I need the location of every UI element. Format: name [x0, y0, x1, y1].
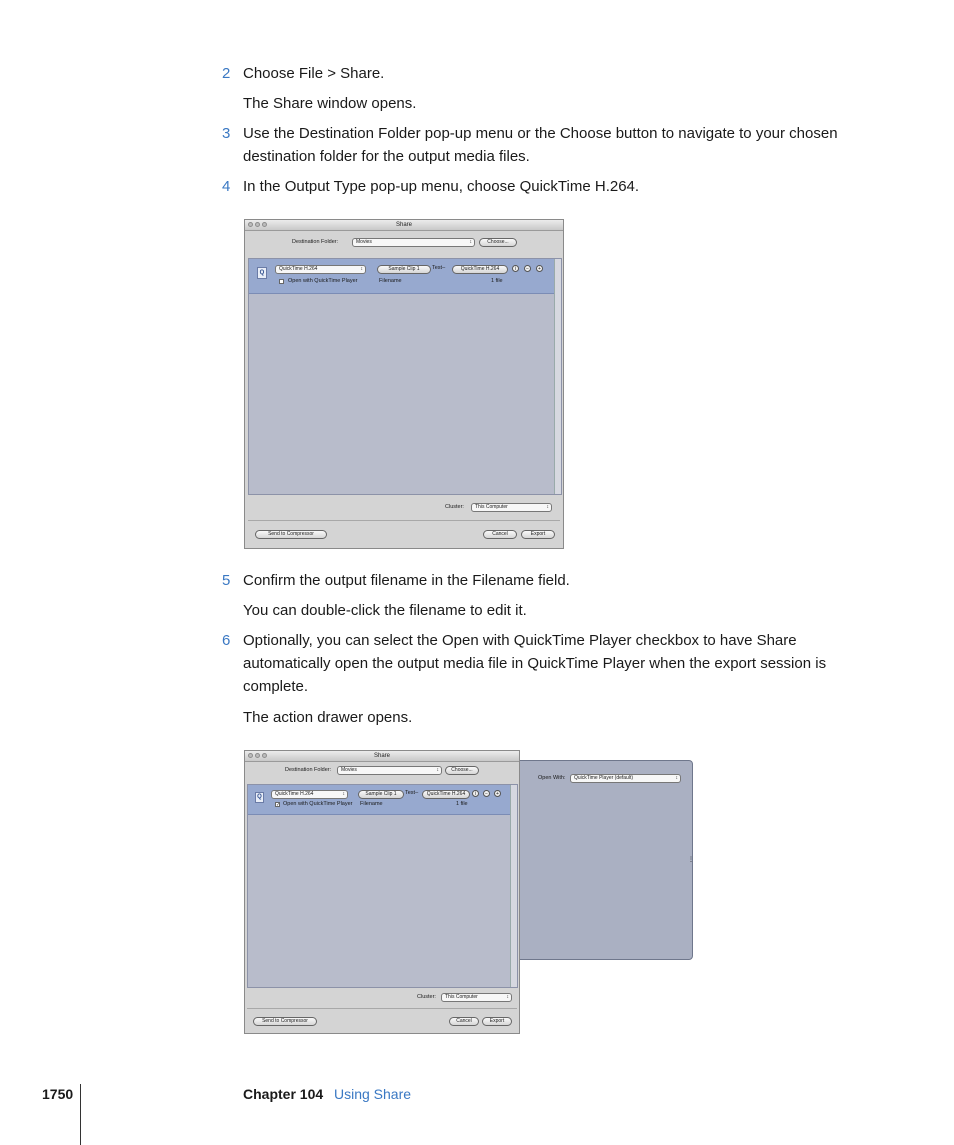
add-button-icon[interactable]: +	[494, 790, 501, 797]
info-button-icon[interactable]: i	[512, 265, 519, 272]
info-button-icon[interactable]: i	[472, 790, 479, 797]
cancel-button[interactable]: Cancel	[449, 1017, 479, 1026]
popup-arrows-icon: ↕	[546, 504, 549, 510]
suffix-token[interactable]: QuickTime H.264	[422, 790, 470, 799]
open-with-value: QuickTime Player (default)	[574, 775, 633, 781]
cancel-button[interactable]: Cancel	[483, 530, 517, 539]
suffix-token[interactable]: QuickTime H.264	[452, 265, 508, 274]
popup-arrows-icon: ↕	[436, 767, 439, 773]
filename-separator: Test–	[432, 265, 446, 271]
file-count: 1 file	[491, 278, 503, 284]
chapter-label: Chapter 104	[243, 1086, 324, 1102]
output-type-popup[interactable]	[271, 790, 348, 799]
page-number: 1750	[42, 1086, 74, 1102]
open-with-quicktime-checkbox[interactable]: ✓	[276, 802, 281, 808]
output-type-popup[interactable]	[275, 265, 366, 274]
add-button-icon[interactable]: +	[536, 265, 543, 272]
window-title: Share	[373, 753, 390, 759]
popup-arrows-icon: ↕	[342, 791, 345, 797]
share-window-screenshot-2	[244, 750, 520, 1034]
destination-folder-value: Movies	[356, 239, 372, 245]
open-with-popup[interactable]	[570, 774, 681, 783]
destination-folder-label: Destination Folder:	[292, 239, 339, 245]
destination-folder-label: Destination Folder:	[285, 767, 332, 773]
choose-button[interactable]: Choose...	[479, 238, 517, 247]
cluster-label: Cluster:	[445, 504, 464, 510]
divider	[247, 1008, 517, 1009]
filename-field[interactable]: Filename	[379, 278, 402, 284]
quicktime-icon: Q	[257, 267, 267, 279]
cluster-popup[interactable]	[471, 503, 552, 512]
step-text: Optionally, you can select the Open with QuickTime Player checkbox to have Share automatically open the output media file in QuickTime Player when the export session is complete.	[243, 632, 827, 695]
clip-name-token[interactable]: Sample Clip 1	[358, 790, 404, 799]
clip-name-token[interactable]: Sample Clip 1	[377, 265, 431, 274]
destination-folder-value: Movies	[341, 767, 357, 773]
batch-list	[247, 784, 518, 988]
send-to-compressor-button[interactable]: Send to Compressor	[255, 530, 327, 539]
destination-folder-popup[interactable]	[337, 766, 442, 775]
step-number: 5	[222, 572, 231, 589]
scrollbar[interactable]	[554, 259, 561, 494]
step-number: 2	[222, 65, 231, 82]
section-link[interactable]: Using Share	[334, 1086, 412, 1102]
send-to-compressor-button[interactable]: Send to Compressor	[253, 1017, 317, 1026]
step-text: Confirm the output filename in the Filename field.	[243, 572, 570, 589]
choose-button[interactable]: Choose...	[445, 766, 479, 775]
step-text: Use the Destination Folder pop-up menu or the Choose button to navigate to your chosen destination folder for the output media files.	[243, 125, 838, 165]
window-title: Share	[395, 222, 412, 228]
title-bar	[245, 220, 563, 231]
popup-arrows-icon: ↕	[675, 775, 678, 781]
popup-arrows-icon: ↕	[360, 266, 363, 272]
share-opens-note: The Share window opens.	[243, 95, 417, 112]
drawer-resize-handle[interactable]: ⋮	[688, 857, 694, 863]
destination-folder-popup[interactable]	[352, 238, 475, 247]
filename-separator: Test–	[405, 790, 419, 796]
output-type-value: QuickTime H.264	[275, 791, 314, 797]
filename-field[interactable]: Filename	[360, 801, 383, 807]
cluster-value: This Computer	[475, 504, 508, 510]
step-number: 3	[222, 125, 231, 142]
popup-arrows-icon: ↕	[506, 994, 509, 1000]
export-button[interactable]: Export	[482, 1017, 512, 1026]
step-text: Choose File > Share.	[243, 65, 385, 82]
remove-button-icon[interactable]: −	[483, 790, 490, 797]
step-number: 6	[222, 632, 231, 649]
file-count: 1 file	[456, 801, 468, 807]
remove-button-icon[interactable]: −	[524, 265, 531, 272]
cluster-label: Cluster:	[417, 994, 436, 1000]
drawer-opens-note: The action drawer opens.	[243, 709, 413, 726]
title-bar	[245, 751, 519, 762]
share-window-screenshot-1	[244, 219, 564, 549]
cluster-value: This Computer	[445, 994, 478, 1000]
output-row[interactable]	[249, 259, 555, 294]
open-with-quicktime-label: Open with QuickTime Player	[288, 278, 358, 284]
cluster-popup[interactable]	[441, 993, 512, 1002]
step-text: In the Output Type pop-up menu, choose QuickTime H.264.	[243, 178, 640, 195]
action-drawer	[517, 760, 693, 960]
open-with-label: Open With:	[538, 775, 566, 781]
step-number: 4	[222, 178, 231, 195]
popup-arrows-icon: ↕	[469, 239, 472, 245]
output-row[interactable]	[248, 785, 511, 815]
quicktime-icon: Q	[255, 792, 264, 803]
export-button[interactable]: Export	[521, 530, 555, 539]
open-with-quicktime-checkbox[interactable]	[279, 279, 284, 284]
batch-list	[248, 258, 562, 495]
double-click-note: You can double-click the filename to edit it.	[243, 602, 527, 619]
divider	[248, 520, 560, 521]
scrollbar[interactable]	[510, 785, 517, 987]
output-type-value: QuickTime H.264	[279, 266, 318, 272]
footer-divider	[80, 1084, 81, 1145]
open-with-quicktime-label: Open with QuickTime Player	[283, 801, 353, 807]
